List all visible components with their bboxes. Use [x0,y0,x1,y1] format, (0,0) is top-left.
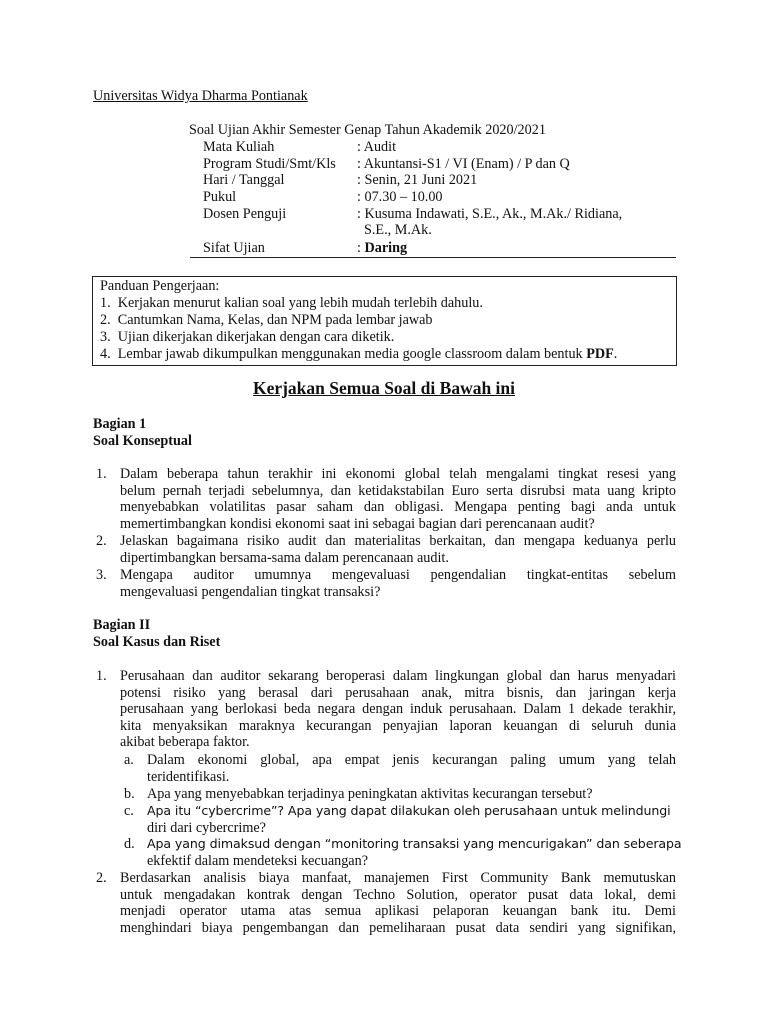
question-line: menghindari biaya pengembangan dan pemeliharaan pusat data sendiri yang signifikan, [120,919,676,936]
question-line: Jelaskan bagaimana risiko audit dan materialitas berkaitan, dan mengapa keduanya perlu [120,533,676,549]
sub-question-item [124,803,676,836]
sub-question-line: Apa itu “cybercrime”? Apa yang dapat dilakukan oleh perusahaan untuk melindungi [147,803,671,818]
question-line: menyebabkan volatilitas pasar saham dan obligasi. Mengapa penting bagi anda untuk [120,499,676,516]
info-row-examiner [203,206,683,223]
exam-title: Soal Ujian Akhir Semester Genap Tahun Akademik 2020/2021 [189,122,546,138]
sub-question-line: ekfektif dalam mendeteksi kecuangan? [147,852,368,869]
question-number: 2. [96,533,107,549]
question-line: akibat beberapa faktor. [120,734,250,751]
info-label: Sifat Ujian [203,240,265,256]
info-value-bold: Daring [364,240,408,256]
sub-question-letter: c. [124,803,134,819]
guide-item [100,329,394,346]
question-line: Perusahaan dan auditor sekarang beroperasi dalam lingkungan global dan harus menyadari [120,668,676,684]
question-line: menjadi operator utama atas semua aplikasi pelaporan keuangan bank itu. Demi [120,903,676,920]
info-value: : 07.30 – 10.00 [357,189,443,205]
sub-question-line: Dalam ekonomi global, apa empat jenis kecurangan paling umum yang telah [147,752,676,768]
question-number: 1. [96,668,107,684]
info-label: Hari / Tanggal [203,172,285,188]
sub-question-line: Apa yang dimaksud dengan “monitoring transaksi yang mencurigakan” dan seberapa [147,836,682,851]
sub-question-item [124,752,676,785]
info-row-course [203,139,683,156]
info-row-date [203,172,683,189]
header-divider [190,257,676,258]
part1-title: Soal Konseptual [93,433,192,449]
question-line: memertimbangkan kondisi ekonomi saat ini sebagai bagian dari perencanaan audit? [120,515,595,532]
question-line: belum pernah terjadi sebelumnya, dan ketidakstabilan Euro serta disrubsi mata uang kripto [120,482,676,499]
question-line: untuk mengadakan kontrak dengan Techno Solution, operator pusat data lokal, demi [120,886,676,903]
guide-item-num: 2. [100,312,111,328]
info-value-prefix: : [357,240,365,256]
info-label: Program Studi/Smt/Kls [203,156,336,172]
guide-box [92,276,677,366]
question-line: Berdasarkan analisis biaya manfaat, manajemen First Community Bank memutuskan [120,870,676,886]
sub-question-line: teridentifikasi. [147,768,230,785]
question-item [96,668,676,751]
guide-item-tail: . [613,346,618,362]
guide-item-text: Cantumkan Nama, Kelas, dan NPM pada lembar jawab [117,312,433,328]
part1-label: Bagian 1 [93,416,147,432]
question-number: 2. [96,870,107,886]
info-value-continued: S.E., M.Ak. [364,222,432,238]
guide-item-text: Kerjakan menurut kalian soal yang lebih mudah terlebih dahulu. [117,295,483,311]
info-label: Pukul [203,189,237,205]
info-value [357,240,407,257]
question-item [96,567,676,600]
question-line: kita menyaksikan maraknya kecurangan penyajian laporan keuangan di seluruh dunia [120,717,676,734]
guide-item [100,295,483,312]
sub-question-line: Apa yang menyebabkan terjadinya peningkatan aktivitas kecurangan tersebut? [147,786,593,802]
guide-title: Panduan Pengerjaan: [100,278,220,294]
info-row-program [203,156,683,173]
question-line: perusahaan yang berlokasi beda negara dengan induk perusahaan. Dalam 1 dekade terakhir, [120,701,676,718]
guide-item-num: 4. [100,346,111,362]
guide-item-num: 1. [100,295,111,311]
guide-item [100,312,433,329]
university-name: Universitas Widya Dharma Pontianak [93,88,308,104]
info-value: : Senin, 21 Juni 2021 [357,172,478,188]
question-number: 1. [96,466,107,482]
guide-item-bold: PDF [586,346,614,362]
sub-question-item [124,836,682,869]
part2-label: Bagian II [93,617,151,633]
info-value: : Akuntansi-S1 / VI (Enam) / P dan Q [357,156,570,172]
question-number: 3. [96,567,107,583]
guide-item-text: Ujian dikerjakan dikerjakan dengan cara diketik. [117,329,395,345]
guide-item [100,346,617,363]
question-line: potensi risiko yang berasal dari perusahaan anak, mitra bisnis, dan jaringan kerja [120,684,676,701]
question-line: Mengapa auditor umumnya mengevaluasi pengendalian tingkat-entitas sebelum [120,567,676,583]
info-label: Dosen Penguji [203,206,287,222]
info-label: Mata Kuliah [203,139,275,155]
info-value: : Kusuma Indawati, S.E., Ak., M.Ak./ Ridiana, [357,206,623,222]
sub-question-letter: b. [124,786,135,802]
question-line: mengevaluasi pengendalian tingkat transaksi? [120,583,381,600]
main-heading: Kerjakan Semua Soal di Bawah ini [252,378,516,398]
guide-item-text: Lembar jawab dikumpulkan menggunakan media google classroom dalam bentuk [117,346,587,362]
question-item [96,466,676,532]
info-row-mode [203,240,683,257]
sub-question-letter: a. [124,752,134,768]
sub-question-letter: d. [124,836,135,852]
sub-question-line: diri dari cybercrime? [147,819,266,836]
question-line: Dalam beberapa tahun terakhir ini ekonomi global telah mengalami tingkat resesi yang [120,466,676,482]
question-item [96,870,676,936]
guide-item-num: 3. [100,329,111,345]
info-value: : Audit [357,139,397,155]
question-line: dipertimbangkan bersama-sama dalam perencanaan audit. [120,549,449,566]
question-item [96,533,676,566]
info-row-time [203,189,683,206]
sub-question-item [124,786,676,803]
part2-title: Soal Kasus dan Riset [93,634,221,650]
